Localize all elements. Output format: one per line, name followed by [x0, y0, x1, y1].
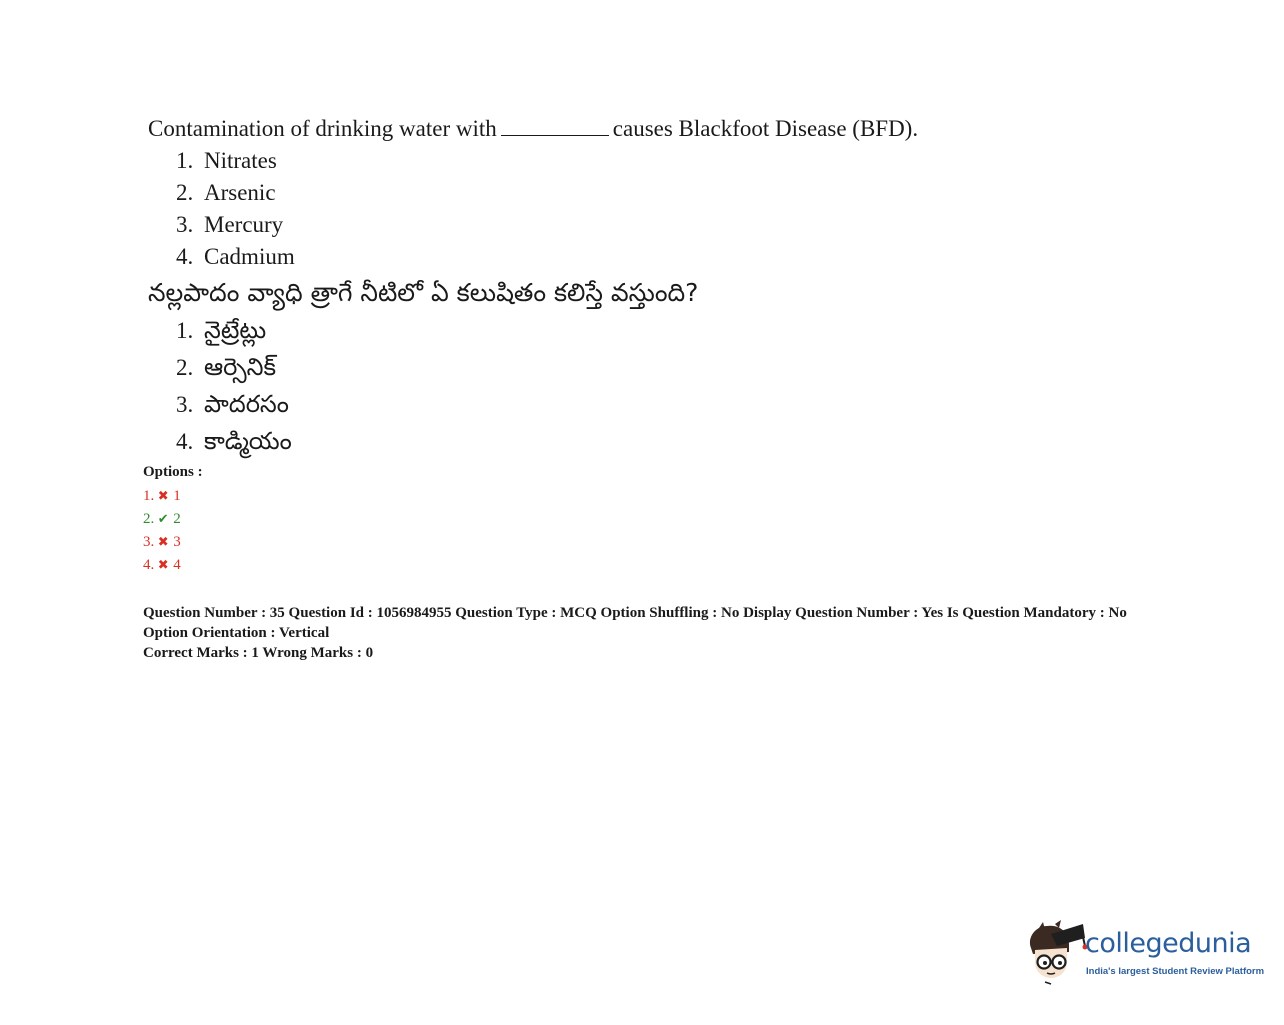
- answer-options-list: [143, 486, 181, 578]
- cross-icon: ✖: [157, 557, 169, 572]
- option-number: 1.: [176, 148, 194, 173]
- english-options-list: [176, 146, 295, 274]
- option-number: 2.: [176, 180, 194, 205]
- option-text: పాదరసం: [204, 390, 289, 418]
- option-number: 4.: [176, 429, 194, 454]
- metadata-line: Question Number : 35 Question Id : 1056984955 Question Type : MCQ Option Shuffling : No Display Question Number : Yes Is Question Mandatory : No: [143, 605, 1127, 621]
- option-number: 2.: [176, 355, 194, 380]
- answer-value: 2: [173, 511, 181, 527]
- option-number: 3.: [176, 212, 194, 237]
- metadata-line: Correct Marks : 1 Wrong Marks : 0: [143, 645, 374, 661]
- telugu-option: [176, 350, 292, 387]
- option-text: ఆర్సెనిక్: [204, 353, 277, 381]
- option-text: Cadmium: [204, 244, 295, 269]
- question-text-before-blank: Contamination of drinking water with: [148, 116, 497, 141]
- english-option: [176, 146, 295, 178]
- telugu-options-list: [176, 313, 292, 461]
- question-text-english: [148, 114, 918, 144]
- english-option: [176, 210, 295, 242]
- options-heading: Options :: [143, 464, 203, 480]
- telugu-option: [176, 313, 292, 350]
- collegedunia-logo: [1025, 918, 1265, 988]
- answer-number: 3.: [143, 534, 155, 550]
- telugu-option: [176, 424, 292, 461]
- option-text: Mercury: [204, 212, 284, 237]
- answer-value: 4: [173, 557, 181, 573]
- question-text-telugu: నల్లపాదం వ్యాధి త్రాగే నీటిలో ఏ కలుషితం కలిస్తే వస్తుంది?: [148, 278, 699, 307]
- option-text: Nitrates: [204, 148, 277, 173]
- answer-number: 2.: [143, 511, 155, 527]
- option-text: Arsenic: [204, 180, 276, 205]
- option-text: నైట్రేట్లు: [204, 316, 267, 344]
- english-option: [176, 178, 295, 210]
- fill-in-blank: [501, 115, 609, 136]
- answer-value: 1: [173, 488, 181, 504]
- cross-icon: ✖: [157, 488, 169, 503]
- metadata-line: Option Orientation : Vertical: [143, 625, 330, 641]
- logo-wordmark: collegedunia: [1085, 928, 1252, 959]
- english-option: [176, 242, 295, 274]
- answer-option-wrong: [143, 555, 181, 578]
- option-number: 4.: [176, 244, 194, 269]
- question-metadata: [143, 604, 1173, 662]
- logo-tagline: India's largest Student Review Platform: [1086, 966, 1265, 977]
- cross-icon: ✖: [157, 534, 169, 549]
- option-number: 1.: [176, 318, 194, 343]
- option-number: 3.: [176, 392, 194, 417]
- answer-option-wrong: [143, 532, 181, 555]
- question-text-after-blank: causes Blackfoot Disease (BFD).: [612, 116, 919, 141]
- answer-value: 3: [173, 534, 181, 550]
- option-text: కాడ్మియం: [204, 427, 292, 455]
- answer-option-wrong: [143, 486, 181, 509]
- answer-number: 1.: [143, 488, 155, 504]
- answer-option-correct: [143, 509, 181, 532]
- telugu-option: [176, 387, 292, 424]
- mascot-icon: [1025, 918, 1087, 988]
- check-icon: ✔: [157, 511, 169, 526]
- answer-number: 4.: [143, 557, 155, 573]
